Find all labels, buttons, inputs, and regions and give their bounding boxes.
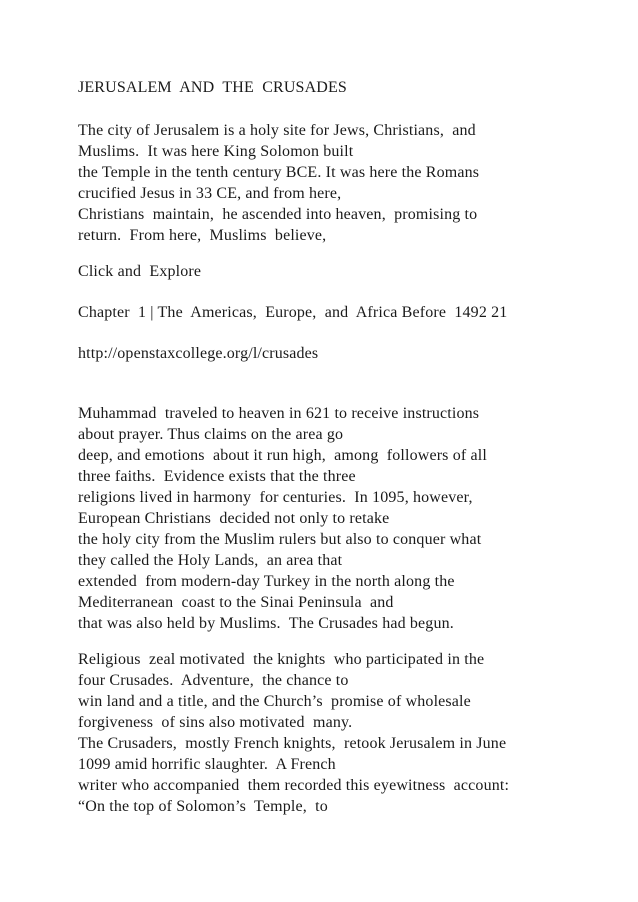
text-line: return. From here, Muslims believe, xyxy=(78,227,327,244)
text-line: religions lived in harmony for centuries. In 1095, however, xyxy=(78,489,473,506)
text-line: The city of Jerusalem is a holy site for Jews, Christians, and xyxy=(78,122,476,139)
text-line: Religious zeal motivated the knights who participated in the xyxy=(78,651,485,668)
chapter-footer: Chapter 1 | The Americas, Europe, and Africa Before 1492 21 xyxy=(78,304,508,321)
click-and-explore-heading: Click and Explore xyxy=(78,263,202,280)
text-line: Muslims. It was here King Solomon built xyxy=(78,143,354,160)
text-line: Christians maintain, he ascended into heaven, promising to xyxy=(78,206,478,223)
text-line: win land and a title, and the Church’s promise of wholesale xyxy=(78,693,471,710)
resource-url: http://openstaxcollege.org/l/crusades xyxy=(78,345,319,362)
text-line: “On the top of Solomon’s Temple, to xyxy=(78,798,328,815)
text-line: The Crusaders, mostly French knights, retook Jerusalem in June xyxy=(78,735,507,752)
text-line: European Christians decided not only to retake xyxy=(78,510,390,527)
document-title: JERUSALEM AND THE CRUSADES xyxy=(78,79,347,96)
text-line: four Crusades. Adventure, the chance to xyxy=(78,672,349,689)
text-line: the Temple in the tenth century BCE. It was here the Romans xyxy=(78,164,480,181)
text-line: about prayer. Thus claims on the area go xyxy=(78,426,344,443)
text-line: extended from modern-day Turkey in the north along the xyxy=(78,573,455,590)
text-line: Mediterranean coast to the Sinai Peninsula and xyxy=(78,594,394,611)
text-line: 1099 amid horrific slaughter. A French xyxy=(78,756,336,773)
text-line: forgiveness of sins also motivated many. xyxy=(78,714,353,731)
text-line: they called the Holy Lands, an area that xyxy=(78,552,343,569)
text-line: three faiths. Evidence exists that the three xyxy=(78,468,356,485)
text-line: crucified Jesus in 33 CE, and from here, xyxy=(78,185,342,202)
text-line: deep, and emotions about it run high, among followers of all xyxy=(78,447,487,464)
text-line: that was also held by Muslims. The Crusades had begun. xyxy=(78,615,454,632)
text-line: Muhammad traveled to heaven in 621 to receive instructions xyxy=(78,405,480,422)
text-line: writer who accompanied them recorded this eyewitness account: xyxy=(78,777,510,794)
text-line: the holy city from the Muslim rulers but also to conquer what xyxy=(78,531,482,548)
